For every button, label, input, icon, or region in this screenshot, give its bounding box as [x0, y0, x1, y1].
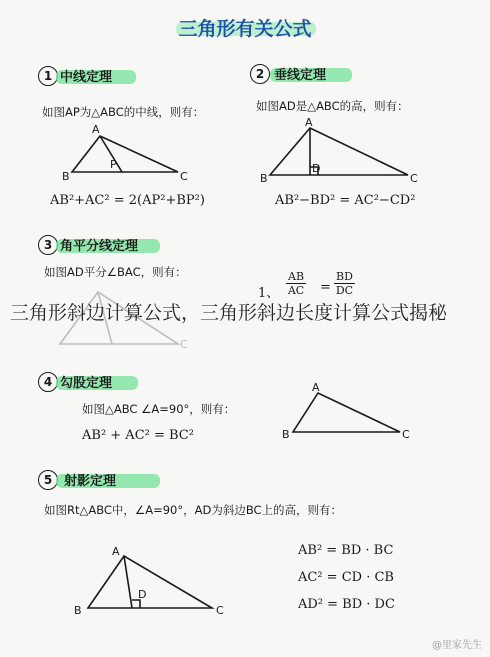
s1-label-a: A: [92, 123, 100, 136]
section-4-desc: 如图△ABC ∠A=90°，则有：: [82, 402, 236, 416]
section-5-heading: 射影定理: [64, 474, 117, 489]
section-3-prefix: 1、: [258, 286, 280, 301]
s5-label-d: D: [138, 588, 147, 601]
section-4-formula: AB² + AC² = BC²: [82, 428, 194, 443]
overlay-caption: 三角形斜边计算公式，三角形斜边长度计算公式揭秘: [10, 302, 448, 324]
s2-triangle: [270, 128, 408, 175]
s5-triangle: [88, 556, 212, 608]
section-1-formula: AB²+AC² = 2(AP²+BP²): [50, 193, 205, 208]
section-3-desc: 如图AD平分∠BAC，则有：: [44, 265, 187, 279]
section-3-number: 3: [38, 235, 58, 255]
section-4-number: 4: [38, 372, 58, 392]
s5-label-a: A: [112, 545, 120, 558]
section-2-formula: AB²−BD² = AC²−CD²: [275, 193, 416, 208]
s1-label-p: P: [110, 158, 117, 171]
fraction-right-numerator: BD: [336, 270, 353, 283]
s4-label-a: A: [312, 381, 320, 394]
section-5-desc: 如图Rt△ABC中，∠A=90°，AD为斜边BC上的高，则有：: [44, 503, 343, 517]
s2-label-c: C: [410, 172, 418, 185]
section-1-heading: 中线定理: [60, 70, 113, 85]
s5-right-angle: [132, 600, 140, 608]
s4-triangle: [293, 393, 400, 432]
watermark: @里家先生: [432, 640, 482, 651]
s4-label-b: B: [282, 428, 290, 441]
s4-label-c: C: [402, 428, 410, 441]
fraction-left-denominator: AC: [287, 284, 305, 297]
s3-label-c: C: [180, 338, 188, 351]
s5-altitude: [124, 556, 132, 608]
fraction-left-numerator: AB: [288, 270, 305, 283]
section-5-number: 5: [38, 470, 58, 490]
fraction-right-denominator: DC: [335, 284, 354, 297]
section-1-number: 1: [38, 66, 58, 86]
section-2-heading: 垂线定理: [274, 68, 327, 83]
s2-label-b: B: [260, 172, 268, 185]
section-3-equals: =: [320, 280, 331, 295]
s5-label-b: B: [74, 604, 82, 617]
s2-label-a: A: [305, 116, 313, 129]
s5-label-c: C: [216, 604, 224, 617]
section-5-formula-3: AD² = BD · DC: [298, 597, 395, 612]
section-2-desc: 如图AD是△ABC的高，则有：: [256, 99, 409, 113]
section-5-formula-1: AB² = BD · BC: [298, 543, 394, 558]
section-3-heading: 角平分线定理: [60, 239, 139, 254]
s2-label-d: D: [312, 162, 321, 175]
section-5-formula-2: AC² = CD · CB: [298, 570, 394, 585]
s1-triangle: [72, 136, 178, 172]
page-title: 三角形有关公式: [178, 18, 312, 40]
section-2-number: 2: [250, 64, 270, 84]
s1-label-c: C: [180, 170, 188, 183]
section-1-desc: 如图AP为△ABC的中线，则有：: [42, 105, 205, 119]
section-4-heading: 勾股定理: [60, 376, 113, 391]
s1-label-b: B: [62, 170, 70, 183]
